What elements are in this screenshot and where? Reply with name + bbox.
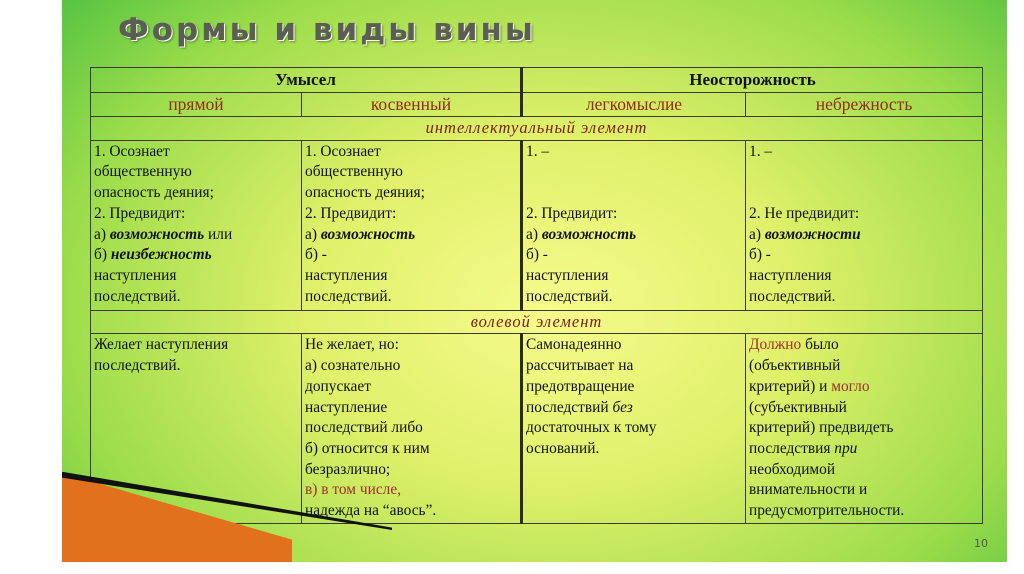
kind-carelessness: небрежность	[746, 93, 983, 117]
intellectual-indirect: 1. Осознает общественную опасность деяния; 2. Предвидит: а) возможность б) - наступления последствий.	[302, 140, 522, 310]
group-header-row	[91, 68, 983, 93]
guilt-forms-table	[90, 67, 983, 524]
intellectual-frivolity: 1. – 2. Предвидит: а) возможность б) - наступления последствий.	[522, 140, 746, 310]
kind-indirect: косвенный	[302, 93, 522, 117]
section-row-volitional	[91, 310, 983, 334]
volitional-carelessness: Должно было (объективный критерий) и могло (субъективный критерий) предвидеть последствия при необходимой внимательности и предусмотрительности.	[746, 334, 983, 523]
volitional-indirect: Не желает, но: а) сознательно допускает наступление последствий либо б) относится к ним безразлично; в) в том числе, надежда на “авось”.	[302, 334, 522, 523]
slide-title: Формы и виды вины	[118, 12, 536, 48]
group-negligence: Неосторожность	[522, 68, 983, 93]
volitional-row	[91, 334, 983, 523]
kind-header-row	[91, 93, 983, 117]
section-volitional: волевой элемент	[91, 310, 983, 334]
intellectual-row	[91, 140, 983, 310]
volitional-frivolity: Самонадеянно рассчитывает на предотвращение последствий без достаточных к тому оснований.	[522, 334, 746, 523]
section-row-intellectual	[91, 117, 983, 141]
intellectual-direct: 1. Осознает общественную опасность деяния; 2. Предвидит: а) возможность или б) неизбежность наступления последствий.	[91, 140, 302, 310]
section-intellectual: интеллектуальный элемент	[91, 117, 983, 141]
kind-direct: прямой	[91, 93, 302, 117]
intellectual-carelessness: 1. – 2. Не предвидит: а) возможности б) - наступления последствий.	[746, 140, 983, 310]
slide	[62, 0, 1007, 562]
group-intent: Умысел	[91, 68, 522, 93]
kind-frivolity: легкомыслие	[522, 93, 746, 117]
page-number: 10	[974, 537, 988, 550]
volitional-direct: Желает наступления последствий.	[91, 334, 302, 523]
